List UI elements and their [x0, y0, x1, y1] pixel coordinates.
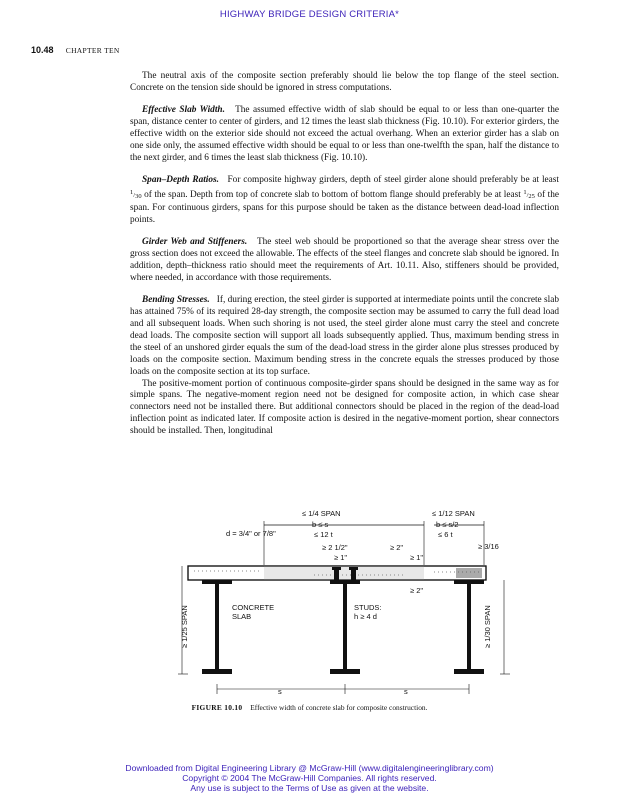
footer-download-link[interactable]: Downloaded from Digital Engineering Library @ McGraw-Hill (www.digitalengineeringlibrary.com)	[125, 763, 494, 773]
label-ge-1-b: ≥ 1"	[410, 553, 424, 562]
stud-connector	[351, 569, 356, 580]
section-heading: Bending Stresses.	[142, 295, 210, 306]
page-number: 10.48	[31, 45, 54, 55]
label-stud-diameter: d = 3/4" or 7/8"	[226, 529, 276, 538]
paragraph-positive-moment: The positive-moment portion of continuous composite-girder spans should be designed in the same way as for simple spans. The negative-moment region need not be designed for composite action, in which case shear connectors need not be installed there. But additional connectors should be placed in the region of the dead-load inflection point as indicated later. If composite action is desired in the negative-moment portion, shear connectors should be installed. Then, longitudinal	[130, 378, 559, 437]
composite-section-drawing	[174, 505, 524, 700]
figure-number: FIGURE 10.10	[191, 703, 243, 712]
running-head	[31, 45, 120, 55]
section-heading: Girder Web and Stiffeners.	[142, 237, 248, 248]
label-b-le-s2: b ≤ s/2	[436, 520, 459, 529]
label-s-right: s	[404, 687, 408, 696]
steel-girder-left	[202, 580, 232, 674]
label-ge-1-a: ≥ 1"	[334, 553, 348, 562]
figure-composite-section	[174, 505, 524, 700]
paragraph-text: The assumed effective width of slab should be equal to or less than one-quarter the span, distance center to center of girders, and 12 times the least slab thickness (Fig. 10.10). For exterior girders, the effective width on the exterior side should not exceed the actual overhang. When an exterior girder has a slab on one side only, the assumed effective width should be equal to or less than one-twelfth the span, half the distance to the next girder, and 6 times the least slab thickness (Fig. 10.10).	[130, 105, 559, 163]
paragraph-text: If, during erection, the steel girder is supported at intermediate points until the concrete slab has attained 75% of its required 28-day strength, the composite section may be assumed to carry the full dead load and all subsequent loads. When such shoring is not used, the steel girder alone must carry the steel and concrete dead loads. The composite section will support all loads subsequently applied. Thus, maximum bending stress in the steel of an unshored girder equals the sum of the dead-load stress in the girder alone plus stresses produced by loads on the composite section. Maximum bending stress in the concrete equals the stresses produced by those loads on the composite section at its top surface.	[130, 295, 559, 377]
section-heading: Span–Depth Ratios.	[142, 175, 219, 186]
body-text	[130, 71, 559, 448]
paragraph-text: For composite highway girders, depth of steel girder alone should preferably be at least	[227, 175, 559, 186]
label-twelfth-span: ≤ 1/12 SPAN	[432, 509, 475, 518]
paragraph-bending-stresses	[130, 295, 559, 378]
label-b-le-s: b ≤ s	[312, 520, 329, 529]
fraction: 1/25	[523, 189, 535, 201]
label-concrete: CONCRETE	[232, 603, 275, 612]
fraction: 1/30	[130, 189, 142, 201]
paragraph-effective-slab-width	[130, 105, 559, 165]
label-s-left: s	[278, 687, 282, 696]
effective-slab-shading	[264, 566, 424, 580]
label-ge-2-b: ≥ 2"	[410, 586, 424, 595]
label-slab: SLAB	[232, 612, 252, 621]
overhang-hatch	[456, 568, 482, 578]
label-ge-3-16: ≥ 3/16	[478, 542, 499, 551]
footer-copyright: Copyright © 2004 The McGraw-Hill Companies. All rights reserved.	[182, 773, 437, 783]
paragraph-girder-web	[130, 237, 559, 285]
steel-girder-right	[454, 580, 484, 674]
label-quarter-span: ≤ 1/4 SPAN	[302, 509, 341, 518]
label-ge-2half: ≥ 2 1/2"	[322, 543, 348, 552]
paragraph-text: of the span. For continuous girders, spans for this purpose should be taken as the distance between dead-load inflection points.	[130, 190, 560, 225]
label-le-12t: ≤ 12 t	[314, 530, 333, 539]
figure-caption	[0, 703, 619, 712]
section-heading: Effective Slab Width.	[142, 105, 225, 116]
chapter-title: CHAPTER TEN	[65, 46, 120, 55]
page-banner: HIGHWAY BRIDGE DESIGN CRITERIA*	[219, 9, 400, 20]
label-h-ge-4d: h ≥ 4 d	[354, 612, 377, 621]
paragraph-neutral-axis: The neutral axis of the composite section preferably should lie below the top flange of the steel section. Concrete on the tension side should be ignored in stress computations.	[130, 71, 559, 93]
paragraph-text: The steel web should be proportioned so that the average shear stress over the gross section does not exceed the allowable. The effects of the steel flanges and concrete slab should be ignored. In addition, depth–thickness ratio should meet the requirements of Art. 10.11. Also, stiffeners should be provided, where needed, in accordance with those requirements.	[130, 237, 559, 283]
page-footer	[0, 763, 619, 793]
figure-caption-text: Effective width of concrete slab for composite construction.	[250, 703, 428, 712]
label-studs: STUDS:	[354, 603, 382, 612]
label-ge-2-a: ≥ 2"	[390, 543, 404, 552]
label-right-span: ≥ 1/30 SPAN	[483, 605, 492, 648]
stud-connector	[334, 569, 339, 580]
label-left-span: ≥ 1/25 SPAN	[180, 605, 189, 648]
paragraph-span-depth	[130, 175, 559, 227]
footer-terms: Any use is subject to the Terms of Use as given at the website.	[190, 783, 429, 793]
paragraph-text: of the span. Depth from top of concrete slab to bottom of bottom flange should preferably be at least	[144, 190, 521, 201]
label-le-6t: ≤ 6 t	[438, 530, 453, 539]
